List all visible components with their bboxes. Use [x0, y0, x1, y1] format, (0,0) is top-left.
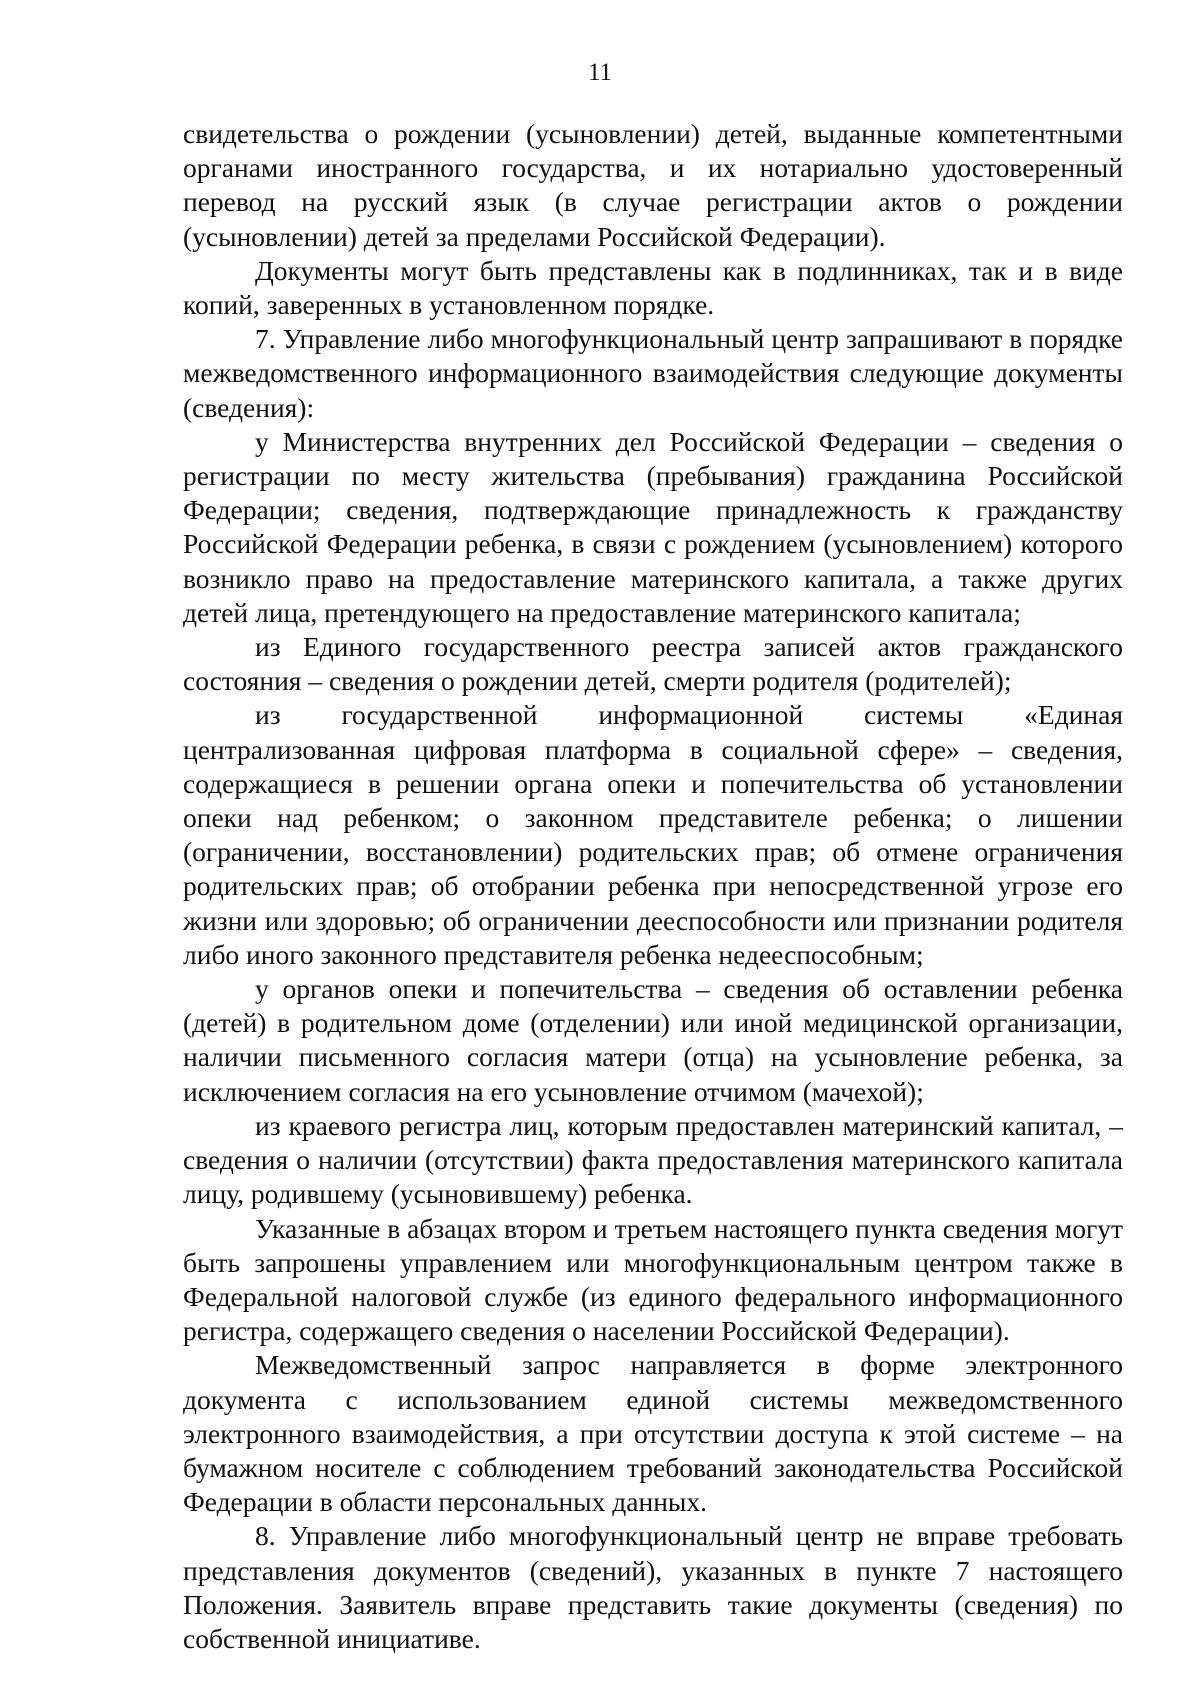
document-body [183, 117, 1123, 1656]
paragraph-tax-service: Указанные в абзацах втором и третьем настоящего пункта сведения могут быть запрошены управлением или многофункциональным центром также в Федеральной налоговой службе (из единого федерального информационного регистра, содержащего сведения о населении Российской Федерации). [183, 1212, 1123, 1347]
page-number: 11 [587, 59, 613, 86]
paragraph-regional-register: из краевого регистра лиц, которым предоставлен материнский капитал, – сведения о наличии (отсутствии) факта предоставления материнского капитала лицу, родившему (усыновившему) ребенка. [183, 1109, 1123, 1210]
paragraph-social-platform: из государственной информационной системы «Единая централизованная цифровая платформа в социальной сфере» – сведения, содержащиеся в решении органа опеки и попечительства об установлении опеки над ребенком; о законном представителе ребенка; о лишении (ограничении, восстановлении) родительских прав; об отмене ограничения родительских прав; об отобрании ребенка при непосредственной угрозе его жизни или здоровью; об ограничении дееспособности или признании родителя либо иного законного представителя ребенка недееспособным; [183, 699, 1123, 970]
paragraph-item-7: 7. Управление либо многофункциональный центр запрашивают в порядке межведомственного информационного взаимодействия следующие документы (сведения): [183, 323, 1123, 423]
paragraph-guardianship-bodies: у органов опеки и попечительства – сведения об оставлении ребенка (детей) в родительном доме (отделении) или иной медицинской организации, наличии письменного согласия матери (отца) на усыновление ребенка, за исключением согласия на его усыновление отчимом (мачехой); [183, 973, 1123, 1107]
paragraph-item-8: 8. Управление либо многофункциональный центр не вправе требовать представления документов (сведений), указанных в пункте 7 настоящего Положения. Заявитель вправе представить такие документы (сведения) по собственной инициативе. [183, 1520, 1123, 1654]
paragraph-birth-certificates: свидетельства о рождении (усыновлении) детей, выданные компетентными органами иностранного государства, и их нотариально удостоверенный перевод на русский язык (в случае регистрации актов о рождении (усыновлении) детей за пределами Российской Федерации). [183, 118, 1123, 252]
paragraph-interagency-request: Межведомственный запрос направляется в форме электронного документа с использованием единой системы межведомственного электронного взаимодействия, а при отсутствии доступа к этой системе – на бумажном носителе с соблюдением требований законодательства Российской Федерации в области персональных данных. [183, 1349, 1123, 1518]
paragraph-civil-registry: из Единого государственного реестра записей актов гражданского состояния – сведения о рождении детей, смерти родителя (родителей); [183, 631, 1123, 697]
paragraph-ministry-internal-affairs: у Министерства внутренних дел Российской Федерации – сведения о регистрации по месту жительства (пребывания) гражданина Российской Федерации; сведения, подтверждающие принадлежность к гражданству Российской Федерации ребенка, в связи с рождением (усыновлением) которого возникло право на предоставление материнского капитала, а также других детей лица, претендующего на предоставление материнского капитала; [183, 425, 1123, 628]
paragraph-document-copies: Документы могут быть представлены как в подлинниках, так и в виде копий, заверенных в установленном порядке. [183, 254, 1123, 321]
